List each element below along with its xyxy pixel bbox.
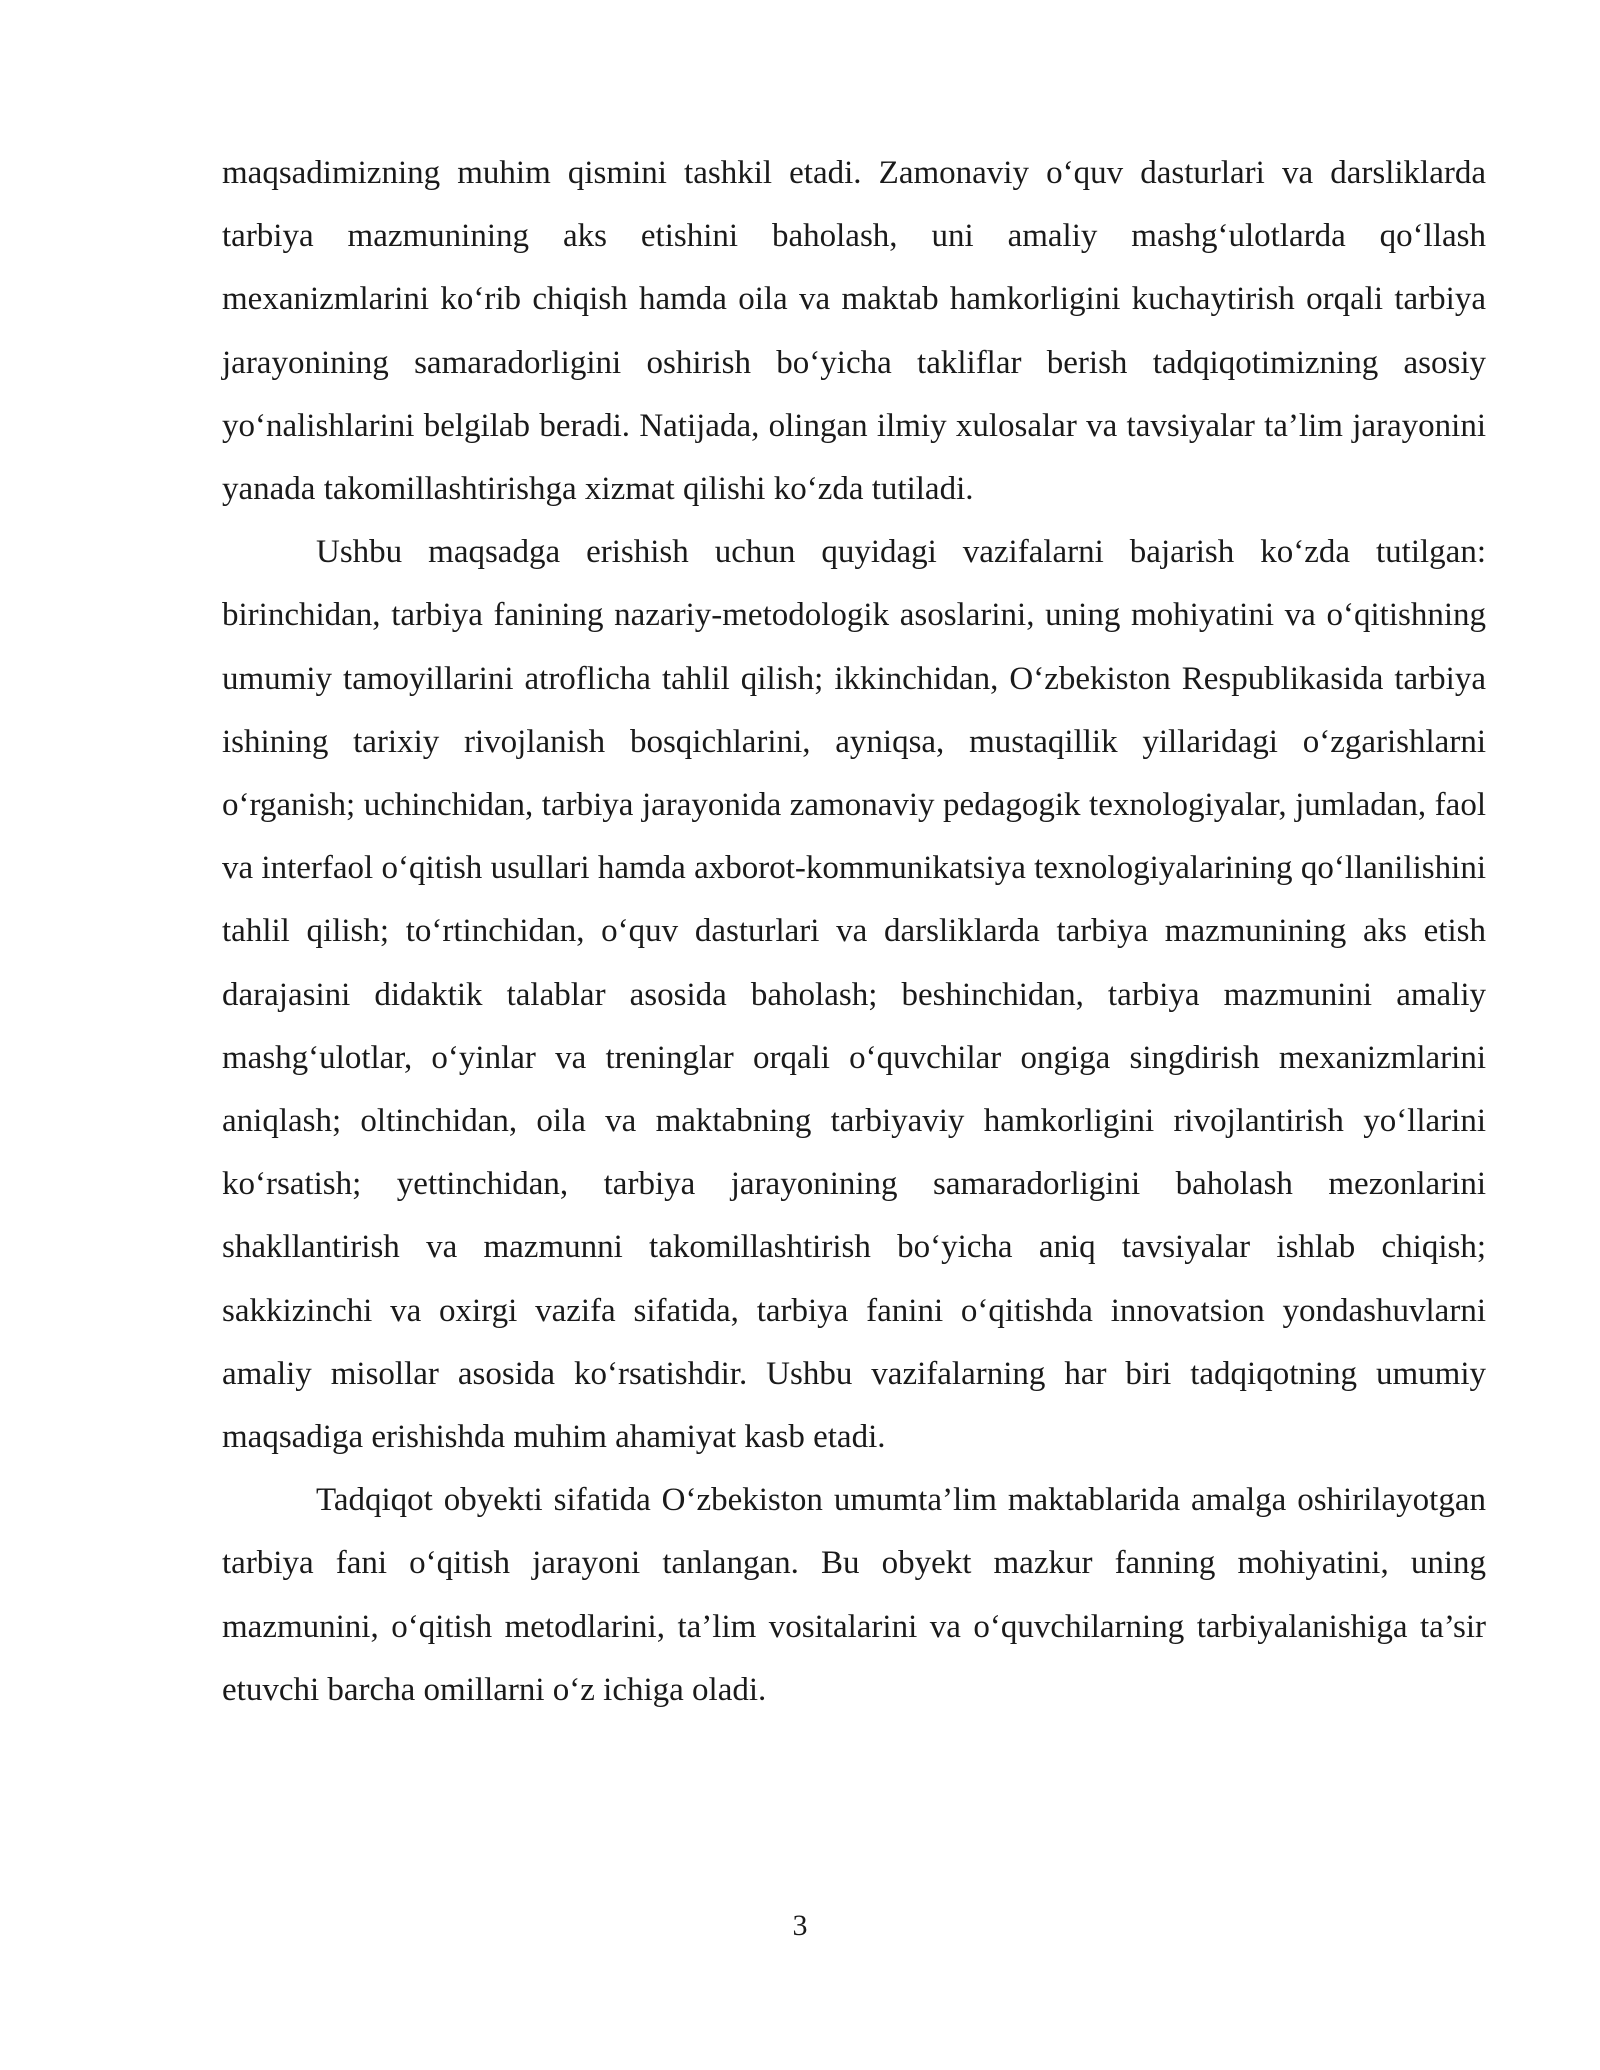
- paragraph-continuation: maqsadimizning muhim qismini tashkil etadi. Zamonaviy o‘quv dasturlari va darsliklarda tarbiya mazmunining aks etishini baholash, uni amaliy mashg‘ulotlarda qo‘llash mexanizmlarini ko‘rib chiqish hamda oila va maktab hamkorligini kuchaytirish orqali tarbiya jarayonining samaradorligini oshirish bo‘yicha takliflar berish tadqiqotimizning asosiy yo‘nalishlarini belgilab beradi. Natijada, olingan ilmiy xulosalar va tavsiyalar ta’lim jarayonini yanada takomillashtirishga xizmat qilishi ko‘zda tutiladi.: [222, 155, 1486, 508]
- body-text: [222, 142, 1486, 1722]
- page-number: 3: [792, 1909, 808, 1942]
- paragraph-research-object: Tadqiqot obyekti sifatida O‘zbekiston umumta’lim maktablarida amalga oshirilayotgan tarbiya fani o‘qitish jarayoni tanlangan. Bu obyekt mazkur fanning mohiyatini, uning mazmunini, o‘qitish metodlarini, ta’lim vositalarini va o‘quvchilarning tarbiyalanishiga ta’sir etuvchi barcha omillarni o‘z ichiga oladi.: [222, 1482, 1486, 1708]
- paragraph-tasks: Ushbu maqsadga erishish uchun quyidagi vazifalarni bajarish ko‘zda tutilgan: birinchidan, tarbiya fanining nazariy-metodologik asoslarini, uning mohiyatini va o‘qitishning umumiy tamoyillarini atroflicha tahlil qilish; ikkinchidan, O‘zbekiston Respublikasida tarbiya ishining tarixiy rivojlanish bosqichlarini, ayniqsa, mustaqillik yillaridagi o‘zgarishlarni o‘rganish; uchinchidan, tarbiya jarayonida zamonaviy pedagogik texnologiyalar, jumladan, faol va interfaol o‘qitish usullari hamda axborot-kommunikatsiya texnologiyalarining qo‘llanilishini tahlil qilish; to‘rtinchidan, o‘quv dasturlari va darsliklarda tarbiya mazmunining aks etish darajasini didaktik talablar asosida baholash; beshinchidan, tarbiya mazmunini amaliy mashg‘ulotlar, o‘yinlar va treninglar orqali o‘quvchilar ongiga singdirish mexanizmlarini aniqlash; oltinchidan, oila va maktabning tarbiyaviy hamkorligini rivojlantirish yo‘llarini ko‘rsatish; yettinchidan, tarbiya jarayonining samaradorligini baholash mezonlarini shakllantirish va mazmunni takomillashtirish bo‘yicha aniq tavsiyalar ishlab chiqish; sakkizinchi va oxirgi vazifa sifatida, tarbiya fanini o‘qitishda innovatsion yondashuvlarni amaliy misollar asosida ko‘rsatishdir. Ushbu vazifalarning har biri tadqiqotning umumiy maqsadiga erishishda muhim ahamiyat kasb etadi.: [222, 534, 1486, 1456]
